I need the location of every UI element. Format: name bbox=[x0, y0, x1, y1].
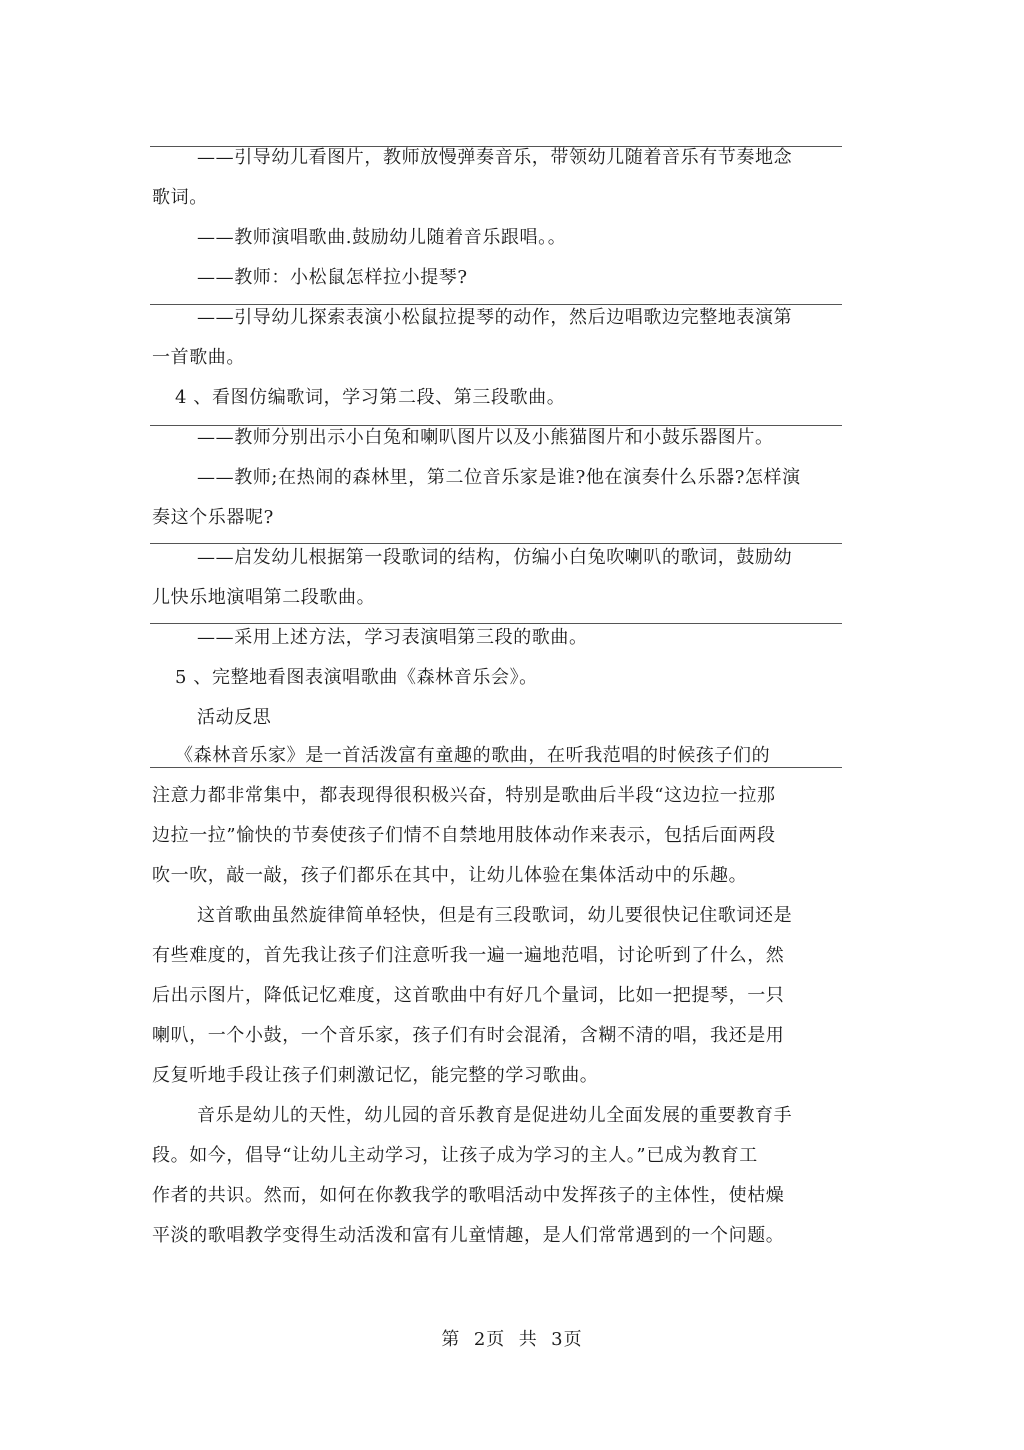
body-line: 《森林音乐家》是一首活泼富有童趣的歌曲，在听我范唱的时候孩子们的 bbox=[175, 745, 771, 766]
body-line: 段。如今，倡导“让幼儿主动学习，让孩子成为学习的主人。”已成为教育工 bbox=[152, 1145, 758, 1166]
body-line: 后出示图片，降低记忆难度，这首歌曲中有好几个量词，比如一把提琴，一只 bbox=[152, 985, 785, 1006]
body-line: 儿快乐地演唱第二段歌曲。 bbox=[152, 587, 376, 608]
body-line: 平淡的歌唱教学变得生动活泼和富有儿童情趣，是人们常常遇到的一个问题。 bbox=[152, 1225, 785, 1246]
body-line: 这首歌曲虽然旋律简单轻快，但是有三段歌词，幼儿要很快记住歌词还是 bbox=[197, 905, 793, 926]
body-line: ——教师分别出示小白兔和喇叭图片以及小熊猫图片和小鼓乐器图片。 bbox=[197, 427, 774, 448]
body-line: ——教师;在热闹的森林里，第二位音乐家是谁?他在演奏什么乐器?怎样演 bbox=[197, 467, 801, 488]
section-heading: 4 、看图仿编歌词，学习第二段、第三段歌曲。 bbox=[175, 387, 566, 408]
horizontal-rule bbox=[150, 543, 842, 544]
section-heading: 5 、完整地看图表演唱歌曲《森林音乐会》。 bbox=[175, 667, 538, 688]
body-line: ——教师：小松鼠怎样拉小提琴? bbox=[197, 267, 468, 288]
body-line: 一首歌曲。 bbox=[152, 347, 245, 368]
horizontal-rule bbox=[150, 304, 842, 305]
body-line: 注意力都非常集中，都表现得很积极兴奋，特别是歌曲后半段“这边拉一拉那 bbox=[152, 785, 776, 806]
body-line: ——引导幼儿探索表演小松鼠拉提琴的动作，然后边唱歌边完整地表演第 bbox=[197, 307, 793, 328]
body-line: 作者的共识。然而，如何在你教我学的歌唱活动中发挥孩子的主体性，使枯燥 bbox=[152, 1185, 785, 1206]
body-line: 吹一吹，敲一敲，孩子们都乐在其中，让幼儿体验在集体活动中的乐趣。 bbox=[152, 865, 748, 886]
body-line: 歌词。 bbox=[152, 187, 208, 208]
body-line: ——采用上述方法，学习表演唱第三段的歌曲。 bbox=[197, 627, 588, 648]
body-line: 有些难度的，首先我让孩子们注意听我一遍一遍地范唱，讨论听到了什么，然 bbox=[152, 945, 785, 966]
body-line: 喇叭，一个小鼓，一个音乐家，孩子们有时会混淆，含糊不清的唱，我还是用 bbox=[152, 1025, 785, 1046]
page-number-footer: 第 2页 共 3页 bbox=[441, 1329, 583, 1350]
horizontal-rule bbox=[150, 623, 842, 624]
body-line: ——启发幼儿根据第一段歌词的结构，仿编小白兔吹喇叭的歌词，鼓励幼 bbox=[197, 547, 793, 568]
body-line: 边拉一拉”愉快的节奏使孩子们情不自禁地用肢体动作来表示，包括后面两段 bbox=[152, 825, 776, 846]
body-line: 音乐是幼儿的天性，幼儿园的音乐教育是促进幼儿全面发展的重要教育手 bbox=[197, 1105, 793, 1126]
body-line: ——教师演唱歌曲.鼓励幼儿随着音乐跟唱。。 bbox=[197, 227, 567, 248]
section-heading: 活动反思 bbox=[197, 707, 272, 728]
body-line: 奏这个乐器呢? bbox=[152, 507, 274, 528]
body-line: 反复听地手段让孩子们刺激记忆，能完整的学习歌曲。 bbox=[152, 1065, 599, 1086]
body-line: ——引导幼儿看图片，教师放慢弹奏音乐，带领幼儿随着音乐有节奏地念 bbox=[197, 147, 793, 168]
